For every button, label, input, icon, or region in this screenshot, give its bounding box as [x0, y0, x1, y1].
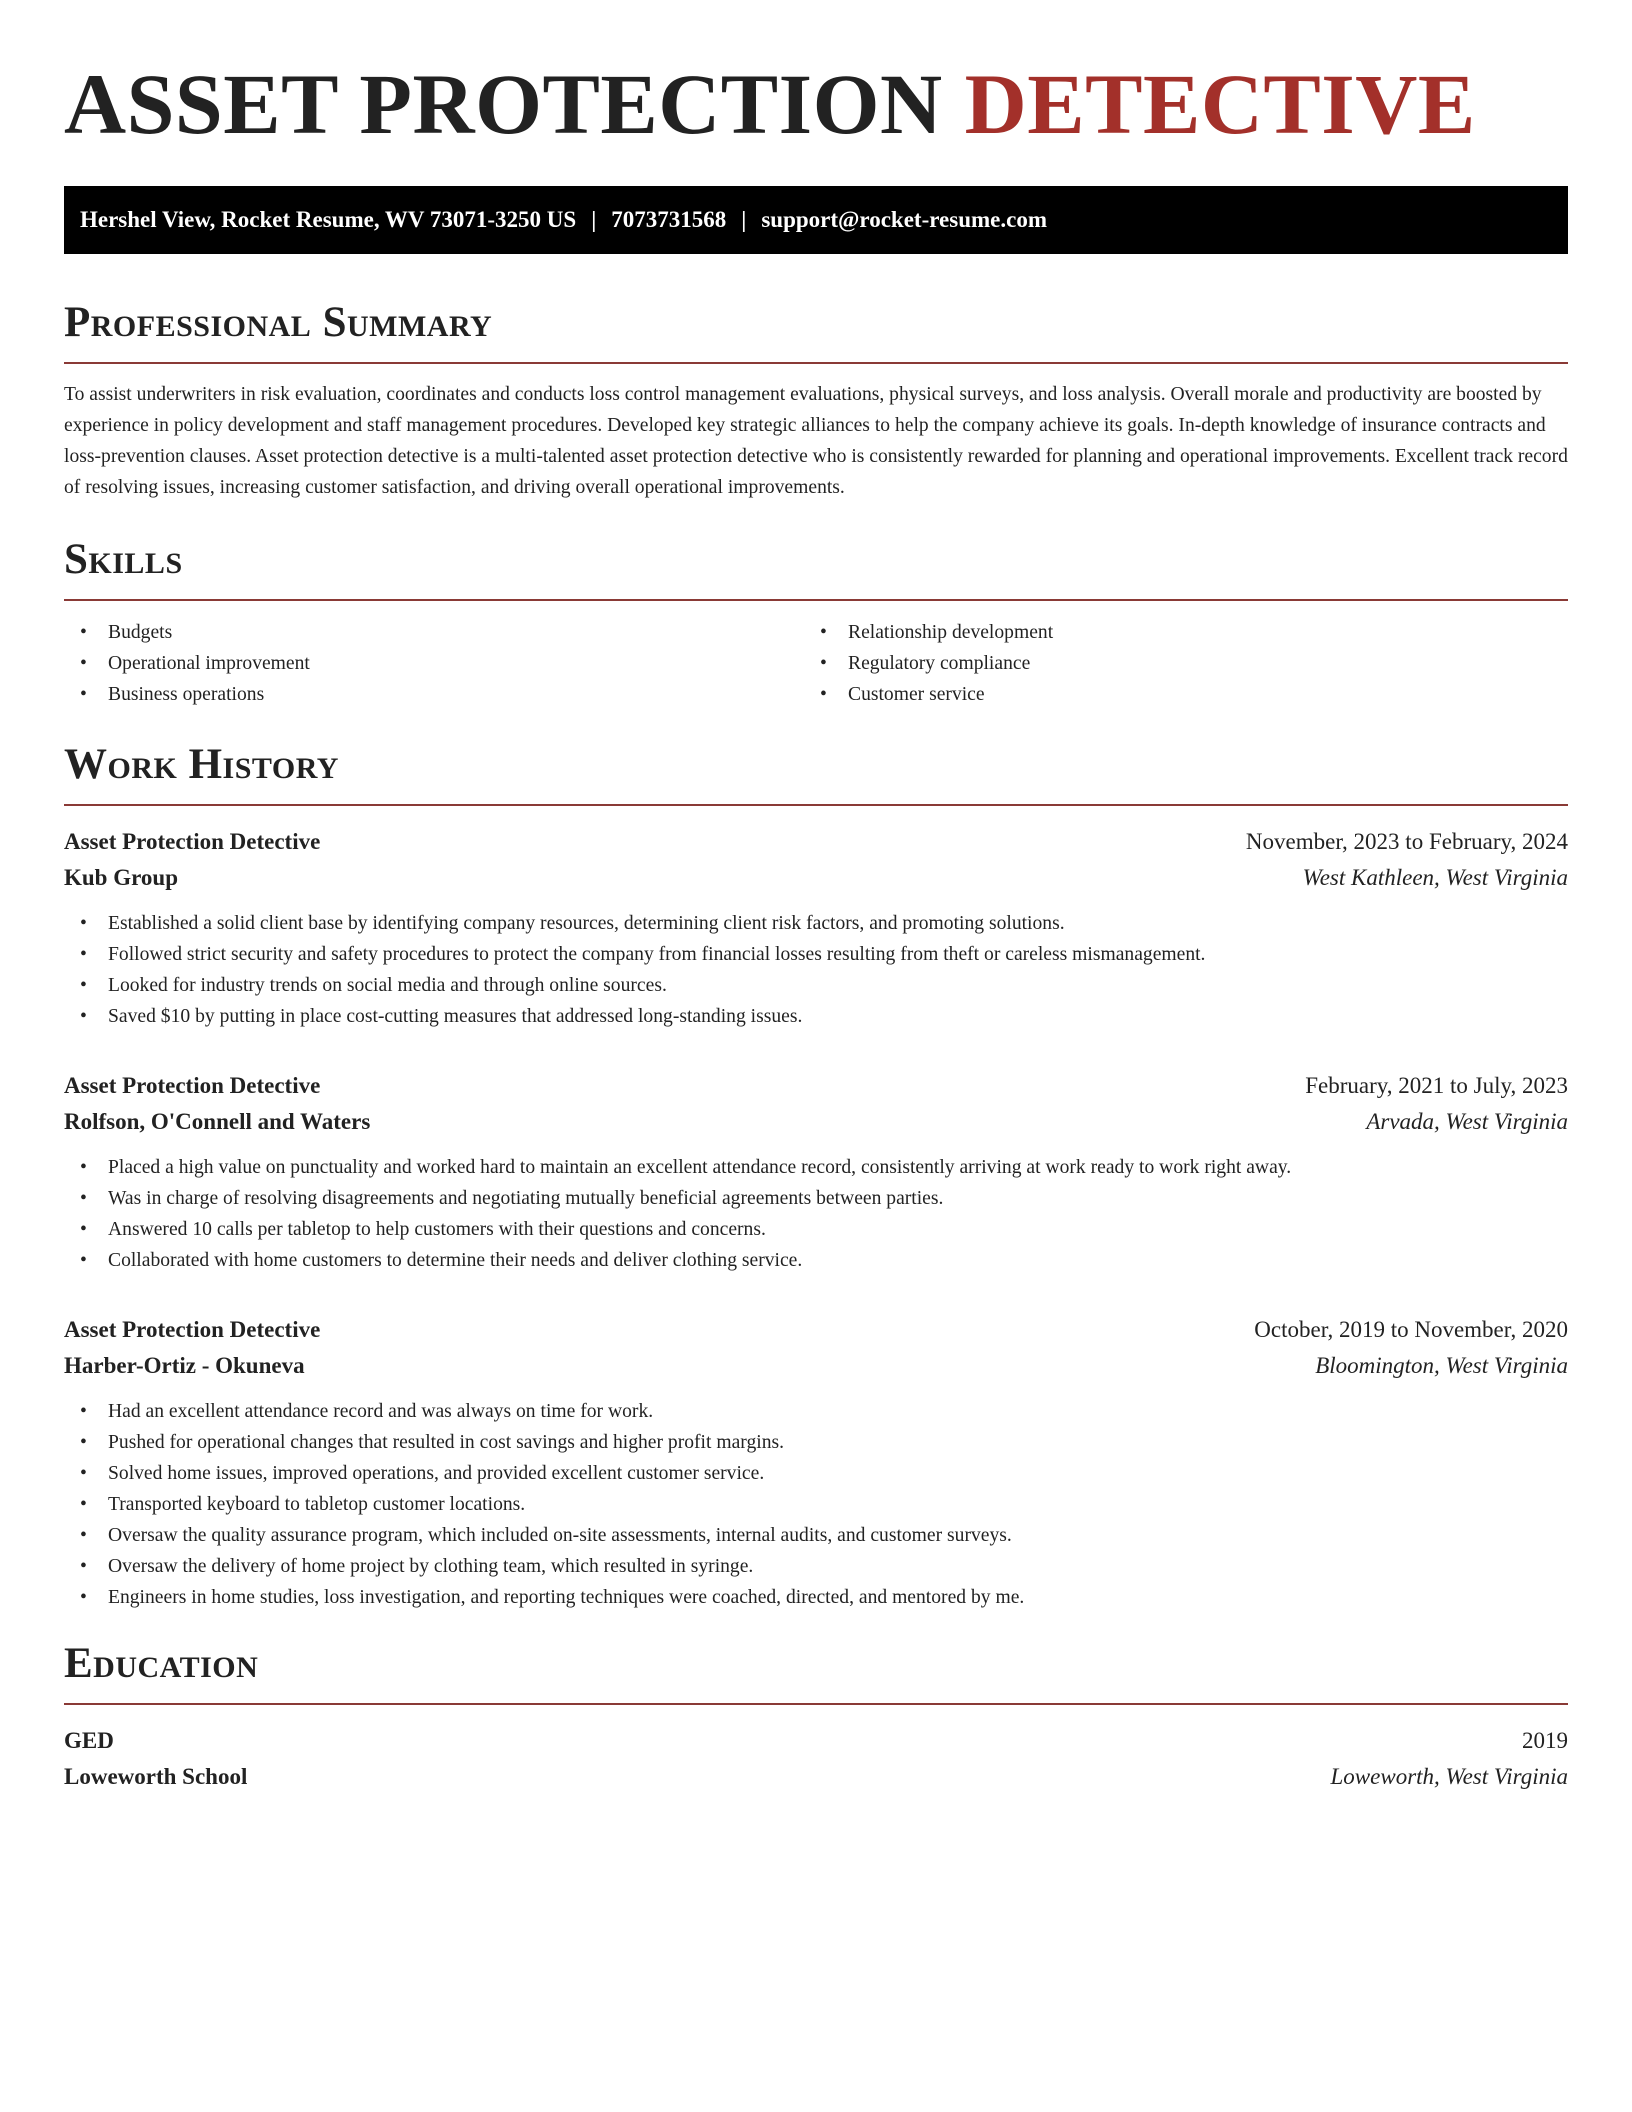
job-dates: February, 2021 to July, 2023 [1305, 1073, 1568, 1098]
job-entry [64, 1068, 1568, 1276]
skill-item: • Business operations [64, 679, 804, 710]
education-location: Loweworth, West Virginia [1330, 1764, 1568, 1789]
title-accent: DETECTIVE [964, 56, 1476, 152]
job-bullets [64, 908, 1568, 1032]
job-location: West Kathleen, West Virginia [1302, 865, 1568, 890]
job-company: Rolfson, O'Connell and Waters [64, 1109, 371, 1134]
skill-item: • Budgets [64, 617, 804, 648]
job-bullet: • Engineers in home studies, loss investigation, and reporting techniques were coached, directed, and mentored by me. [64, 1582, 1568, 1613]
job-bullet: • Transported keyboard to tabletop customer locations. [64, 1489, 1568, 1520]
job-bullets [64, 1396, 1568, 1613]
skills-column-right [804, 617, 1544, 710]
contact-email[interactable]: support@rocket-resume.com [761, 207, 1047, 232]
job-company-row [64, 1104, 1568, 1140]
skill-item: • Regulatory compliance [804, 648, 1544, 679]
skills-heading: Skills [64, 536, 183, 583]
job-title: Asset Protection Detective [64, 829, 321, 854]
contact-address: Hershel View, Rocket Resume, WV 73071-3250 US [80, 207, 577, 232]
skills-list [64, 617, 1568, 710]
job-bullet: • Oversaw the delivery of home project by clothing team, which resulted in syringe. [64, 1551, 1568, 1582]
job-company-row [64, 860, 1568, 896]
job-bullet: • Established a solid client base by identifying company resources, determining client risk factors, and promoting solutions. [64, 908, 1568, 939]
job-bullet: • Pushed for operational changes that resulted in cost savings and higher profit margins. [64, 1427, 1568, 1458]
education-entry [64, 1723, 1568, 1795]
contact-bar [64, 186, 1568, 254]
job-dates: October, 2019 to November, 2020 [1254, 1317, 1568, 1342]
education-school-row [64, 1759, 1568, 1795]
job-bullets [64, 1152, 1568, 1276]
education-degree: GED [64, 1728, 114, 1753]
job-entry [64, 824, 1568, 1032]
job-company: Kub Group [64, 865, 178, 890]
education-year: 2019 [1522, 1728, 1568, 1753]
section-divider [64, 599, 1568, 601]
section-divider [64, 1703, 1568, 1705]
job-bullet: • Placed a high value on punctuality and worked hard to maintain an excellent attendance record, consistently arriving at work ready to work right away. [64, 1152, 1568, 1183]
summary-heading: Professional Summary [64, 299, 493, 346]
job-bullet: • Followed strict security and safety procedures to protect the company from financial losses resulting from theft or careless mismanagement. [64, 939, 1568, 970]
job-title-row [64, 1068, 1568, 1104]
job-company-row [64, 1348, 1568, 1384]
contact-separator: | [591, 207, 597, 232]
skills-column-left [64, 617, 804, 710]
title-main: ASSET PROTECTION [64, 56, 943, 152]
job-bullet: • Was in charge of resolving disagreements and negotiating mutually beneficial agreements between parties. [64, 1183, 1568, 1214]
education-degree-row [64, 1723, 1568, 1759]
job-title-row [64, 1312, 1568, 1348]
skill-item: • Customer service [804, 679, 1544, 710]
job-title: Asset Protection Detective [64, 1317, 321, 1342]
job-entry [64, 1312, 1568, 1613]
summary-text: To assist underwriters in risk evaluation, coordinates and conducts loss control management evaluations, physical surveys, and loss analysis. Overall morale and productivity are boosted by experience in policy development and staff management procedures. Developed key strategic alliances to help the company achieve its goals. In-depth knowledge of insurance contracts and loss-prevention clauses. Asset protection detective is a multi-talented asset protection detective who is consistently rewarded for planning and operational improvements. Excellent track record of resolving issues, increasing customer satisfaction, and driving overall operational improvements. [64, 384, 1568, 498]
job-bullet: • Collaborated with home customers to determine their needs and deliver clothing service. [64, 1245, 1568, 1276]
contact-separator: | [741, 207, 747, 232]
job-bullet: • Had an excellent attendance record and was always on time for work. [64, 1396, 1568, 1427]
job-bullet: • Oversaw the quality assurance program, which included on-site assessments, internal audits, and customer surveys. [64, 1520, 1568, 1551]
contact-phone: 7073731568 [611, 207, 727, 232]
job-company: Harber-Ortiz - Okuneva [64, 1353, 305, 1378]
work-history-heading: Work History [64, 741, 339, 788]
job-bullet: • Looked for industry trends on social media and through online sources. [64, 970, 1568, 1001]
education-school: Loweworth School [64, 1764, 248, 1789]
job-location: Bloomington, West Virginia [1315, 1353, 1568, 1378]
skill-item: • Operational improvement [64, 648, 804, 679]
section-divider [64, 362, 1568, 364]
job-bullet: • Solved home issues, improved operations, and provided excellent customer service. [64, 1458, 1568, 1489]
job-bullet: • Saved $10 by putting in place cost-cutting measures that addressed long-standing issues. [64, 1001, 1568, 1032]
section-divider [64, 804, 1568, 806]
job-dates: November, 2023 to February, 2024 [1245, 829, 1568, 854]
skill-item: • Relationship development [804, 617, 1544, 648]
resume-page [64, 0, 1568, 1795]
education-heading: Education [64, 1640, 259, 1687]
job-bullet: • Answered 10 calls per tabletop to help customers with their questions and concerns. [64, 1214, 1568, 1245]
job-title: Asset Protection Detective [64, 1073, 321, 1098]
job-title-row [64, 824, 1568, 860]
resume-title [64, 56, 1568, 152]
job-location: Arvada, West Virginia [1366, 1109, 1568, 1134]
